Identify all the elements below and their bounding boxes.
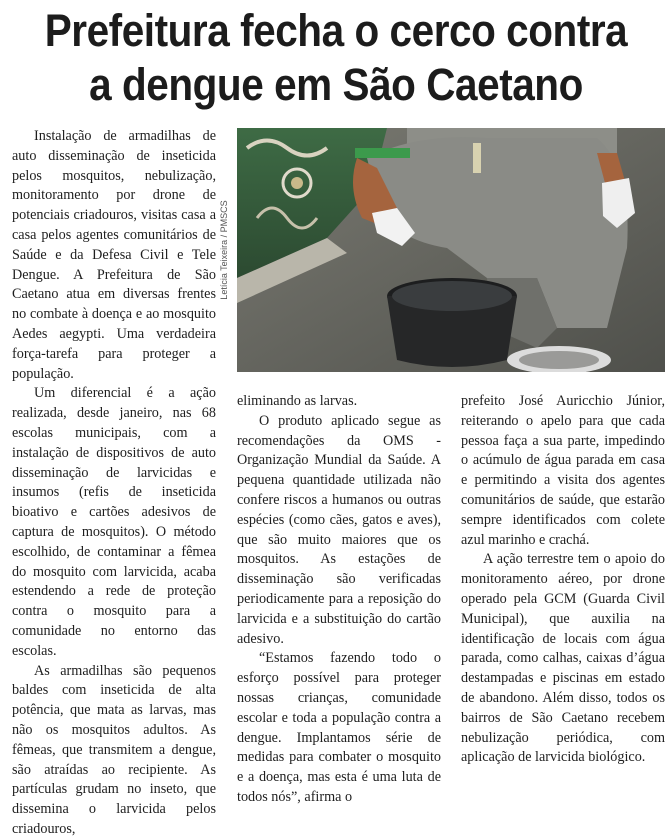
headline-line-2: a dengue em São Caetano — [89, 59, 583, 110]
article-column-2 — [237, 392, 441, 808]
paragraph: “Estamos fazendo todo o esforço possível para proteger nossas crianças, comunidade escolar e toda a população contra a dengue. Implantamos série de medidas para combater o mosquito e a doença, mas esta é uma luta de todos nós”, afirma o — [237, 650, 441, 805]
paragraph: A ação terrestre tem o apoio do monitoramento aéreo, por drone operado pela GCM (Guarda Civil Municipal), que auxilia na identificação de locais com água parada, como calhas, caixas d’água destampadas e piscinas em estado de abandono. Além disso, todos os bairros de São Caetano recebem nebulização periódica, com aplicação de larvicida biológico. — [461, 551, 665, 766]
article-column-1 — [12, 127, 216, 840]
paragraph: prefeito José Auricchio Júnior, reiterando o apelo para que cada pessoa faça a sua parte, impedindo o acúmulo de água parada em casa e permitindo a visita dos agentes comunitários de saúde, que estarão sempre identificados com colete azul marinho e crachá. — [461, 393, 665, 548]
headline — [34, 4, 639, 112]
paragraph: As armadilhas são pequenos baldes com inseticida de alta potência, que mata as larvas, mas não os mosquitos adultos. As fêmeas, que transmitem a dengue, são atraídas ao recipiente. As partículas grudam no inseto, que dissemina o larvicida pelos criadouros, — [12, 662, 216, 837]
paragraph: O produto aplicado segue as recomendações da OMS - Organização Mundial da Saúde. A pequena quantidade utilizada não confere riscos a humanos ou outras espécies (como cães, gatos e aves), que são muito maiores que os mosquitos. As estações de disseminação são verificadas periodicamente para a reposição do larvicida e a substituição do cartão adesivo. — [237, 412, 441, 647]
article-column-3 — [461, 392, 665, 768]
photo-credit: Letícia Teixeira / PMSCS — [219, 200, 229, 300]
paragraph: eliminando as larvas. — [237, 393, 358, 409]
article-photo — [237, 128, 665, 372]
headline-line-1: Prefeitura fecha o cerco contra — [44, 5, 628, 56]
paragraph: Um diferencial é a ação realizada, desde janeiro, nas 68 escolas municipais, com a instalação de dispositivos de auto disseminação de larvicidas e insumos (refis de inseticida bioativo e cartões adesivos de captura de mosquitos). O método escolhido, de contaminar a fêmea do mosquito com larvicida, acaba estendendo a rede de proteção contra o mosquito para a comunidade no entorno das escolas. — [12, 385, 216, 659]
photo-illustration — [237, 128, 665, 372]
paragraph: Instalação de armadilhas de auto disseminação de inseticida pelos mosquitos, nebulização, monitoramento por drone de potenciais criadouros, visitas casa a casa pelos agentes comunitários de Saúde e da Defesa Civil e Tele Dengue. A Prefeitura de São Caetano atua em diversas frentes no combate à doença e ao mosquito Aedes aegypti. Uma verdadeira força-tarefa para proteger a população. — [12, 128, 216, 382]
